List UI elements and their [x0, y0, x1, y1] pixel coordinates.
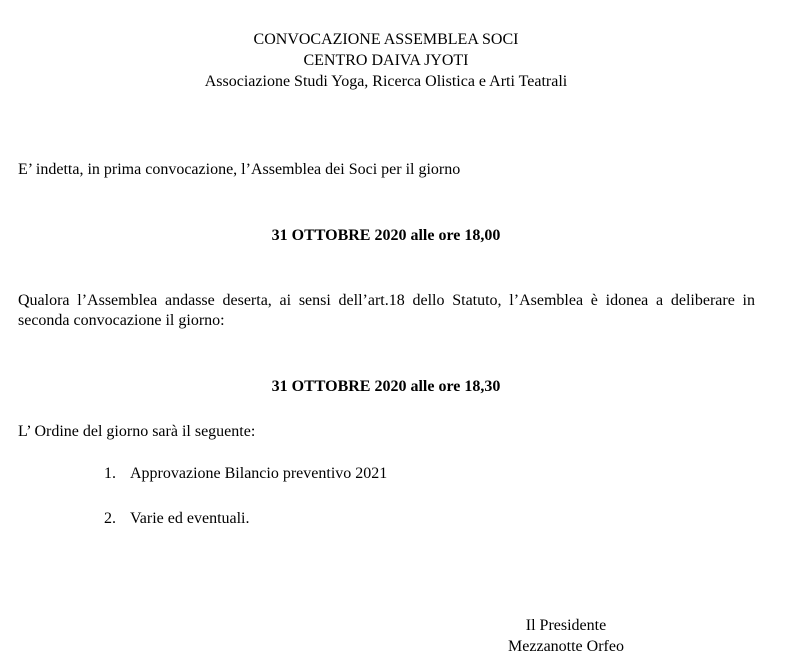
header-subtitle: Associazione Studi Yoga, Ricerca Olistica e Arti Teatrali	[204, 73, 568, 90]
agenda-item-text: Approvazione Bilancio preventivo 2021	[130, 465, 388, 482]
second-convocation-date: 31 OTTOBRE 2020 alle ore 18,30	[271, 378, 501, 395]
agenda-item-number: 2.	[104, 510, 116, 527]
intro-paragraph: E’ indetta, in prima convocazione, l’Assemblea dei Soci per il giorno	[18, 161, 461, 178]
agenda-item-number: 1.	[104, 465, 116, 482]
header-organization: CENTRO DAIVA JYOTI	[303, 52, 469, 69]
agenda-item-text: Varie ed eventuali.	[130, 510, 250, 527]
header-title: CONVOCAZIONE ASSEMBLEA SOCI	[253, 31, 519, 48]
agenda-intro: L’ Ordine del giorno sarà il seguente:	[18, 423, 256, 440]
signature-name: Mezzanotte Orfeo	[508, 638, 624, 655]
signature-role: Il Presidente	[525, 617, 607, 634]
first-convocation-date: 31 OTTOBRE 2020 alle ore 18,00	[271, 227, 501, 244]
second-convocation-paragraph: Qualora l’Assemblea andasse deserta, ai sensi dell’art.18 dello Statuto, l’Asemblea è idonea a deliberare in seconda convocazione il giorno:	[18, 292, 755, 329]
